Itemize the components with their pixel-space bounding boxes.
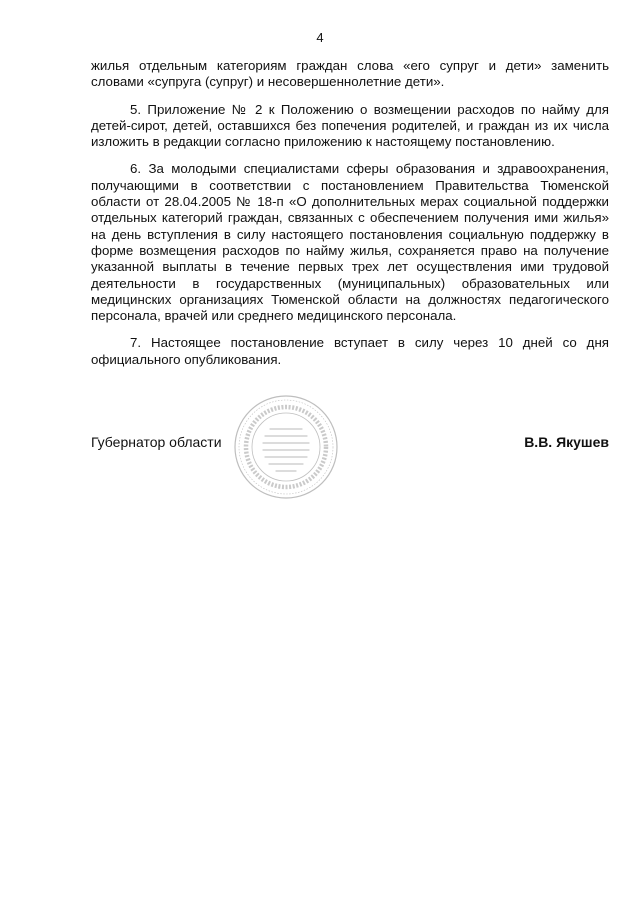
paragraph-item-7: 7. Настоящее постановление вступает в силу через 10 дней со дня официального опубликования. xyxy=(91,335,609,367)
signatory-title: Губернатор области xyxy=(91,434,222,450)
document-body xyxy=(91,58,609,379)
paragraph-item-5: 5. Приложение № 2 к Положению о возмещении расходов по найму для детей-сирот, детей, оставшихся без попечения родителей, и граждан из их числа изложить в редакции согласно приложению к настоящему постановлению. xyxy=(91,101,609,150)
signature-block xyxy=(91,434,609,454)
signatory-name: В.В. Якушев xyxy=(524,434,609,450)
official-seal-icon xyxy=(232,393,340,501)
page-number: 4 xyxy=(316,30,324,45)
paragraph-item-6: 6. За молодыми специалистами сферы образования и здравоохранения, получающими в соответствии с постановлением Правительства Тюменской области от 28.04.2005 № 18-п «О дополнительных мерах социальной поддержки отдельных категорий граждан, связанных с обеспечением получения ими жилья» на день вступления в силу настоящего постановления социальную поддержку в форме возмещения расходов по найму жилья, сохраняется право на получение указанной выплаты в течение первых трех лет осуществления ими трудовой деятельности в государственных (муниципальных) образовательных или медицинских организациях Тюменской области на должностях педагогического персонала, врачей или среднего медицинского персонала. xyxy=(91,161,609,324)
paragraph-continuation: жилья отдельным категориям граждан слова «его супруг и дети» заменить словами «супруга (супруг) и несовершеннолетние дети». xyxy=(91,58,609,90)
